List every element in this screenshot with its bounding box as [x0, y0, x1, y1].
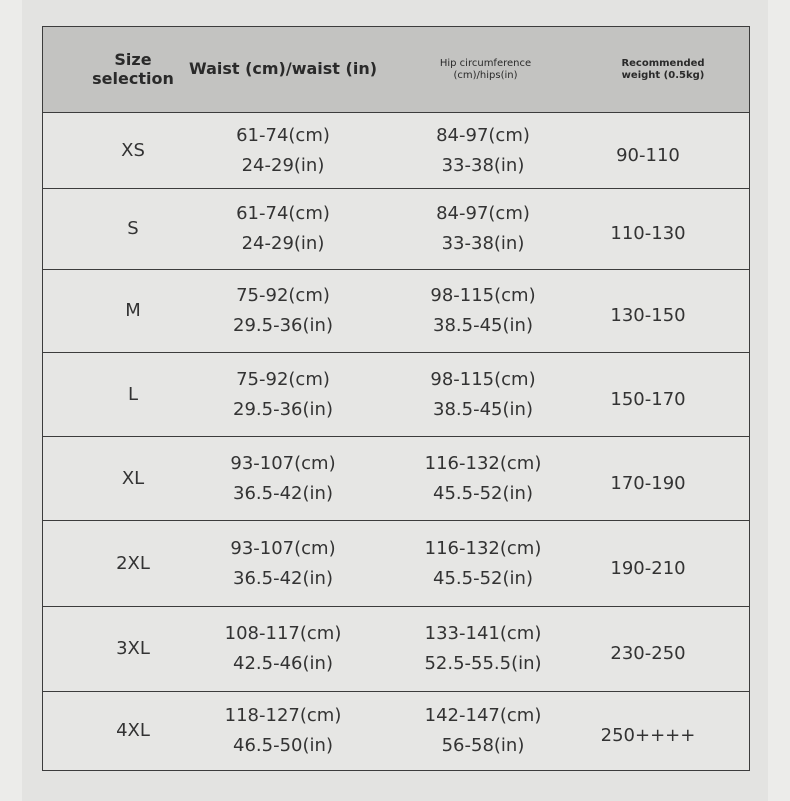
row-waist	[183, 437, 383, 520]
size-value: M	[125, 300, 141, 321]
hip-cm: 133-141(cm)	[424, 623, 542, 644]
row-hip	[383, 437, 583, 520]
weight-value: 230-250	[610, 643, 686, 664]
row-weight	[588, 189, 708, 269]
size-value: 2XL	[116, 552, 150, 574]
weight-value: 150-170	[610, 388, 686, 410]
table-row	[43, 270, 749, 353]
hip-in: 33-38(in)	[441, 233, 525, 254]
table-header	[43, 27, 749, 113]
hip-cm: 84-97(cm)	[436, 203, 530, 224]
row-hip	[383, 270, 583, 352]
waist-in: 36.5-42(in)	[233, 567, 333, 589]
row-size	[83, 692, 183, 770]
table-row	[43, 113, 749, 189]
row-weight	[588, 692, 708, 770]
size-value: L	[127, 383, 139, 405]
hip-in: 45.5-52(in)	[433, 567, 533, 589]
size-chart-table	[42, 26, 750, 771]
waist-cm: 61-74(cm)	[236, 124, 330, 146]
table-row	[43, 607, 749, 692]
header-hip	[408, 27, 563, 112]
table-row	[43, 692, 749, 770]
table-row	[43, 521, 749, 607]
row-waist	[183, 270, 383, 352]
size-value: S	[127, 218, 139, 239]
row-hip	[383, 521, 583, 606]
header-size-line1: Size	[114, 50, 152, 70]
hip-cm: 84-97(cm)	[436, 124, 530, 146]
row-weight	[588, 521, 708, 606]
header-weight-line1: Recommended	[621, 58, 705, 69]
header-weight-line2: weight (0.5kg)	[621, 69, 705, 81]
header-size-line2: selection	[92, 68, 174, 88]
hip-cm: 116-132(cm)	[424, 537, 542, 559]
waist-in: 46.5-50(in)	[233, 735, 333, 756]
row-waist	[183, 521, 383, 606]
row-size	[83, 189, 183, 269]
row-waist	[183, 353, 383, 436]
row-weight	[588, 113, 708, 188]
row-hip	[383, 113, 583, 188]
header-waist: Waist (cm)/waist (in)	[188, 59, 378, 79]
row-weight	[588, 437, 708, 520]
size-value: XS	[121, 139, 145, 161]
header-size	[83, 27, 183, 112]
waist-in: 29.5-36(in)	[233, 315, 333, 336]
header-weight	[608, 27, 718, 112]
waist-in: 36.5-42(in)	[233, 482, 333, 504]
row-weight	[588, 353, 708, 436]
hip-in: 45.5-52(in)	[433, 482, 533, 504]
hip-in: 56-58(in)	[441, 735, 525, 756]
left-margin-strip	[0, 0, 22, 801]
waist-in: 24-29(in)	[241, 154, 325, 176]
waist-in: 42.5-46(in)	[233, 653, 333, 674]
weight-value: 110-130	[610, 223, 686, 244]
size-value: XL	[121, 467, 145, 489]
waist-cm: 93-107(cm)	[230, 537, 336, 559]
row-hip	[383, 353, 583, 436]
waist-in: 29.5-36(in)	[233, 398, 333, 420]
hip-cm: 98-115(cm)	[430, 368, 536, 390]
row-size	[83, 607, 183, 691]
right-margin-strip	[768, 0, 790, 801]
size-value: 3XL	[116, 638, 150, 659]
header-hip-line1: Hip circumference	[439, 58, 532, 69]
row-waist	[183, 189, 383, 269]
row-hip	[383, 189, 583, 269]
row-size	[83, 521, 183, 606]
row-hip	[383, 692, 583, 770]
waist-cm: 108-117(cm)	[224, 623, 342, 644]
weight-value: 130-150	[610, 305, 686, 326]
waist-cm: 93-107(cm)	[230, 452, 336, 474]
waist-in: 24-29(in)	[241, 233, 325, 254]
waist-cm: 75-92(cm)	[236, 285, 330, 306]
hip-in: 38.5-45(in)	[433, 398, 533, 420]
header-hip-line2: (cm)/hips(in)	[453, 69, 518, 81]
table-row	[43, 353, 749, 437]
row-size	[83, 353, 183, 436]
row-size	[83, 270, 183, 352]
row-size	[83, 113, 183, 188]
table-row	[43, 437, 749, 521]
hip-in: 33-38(in)	[441, 154, 525, 176]
weight-value: 190-210	[610, 557, 686, 579]
waist-cm: 61-74(cm)	[236, 203, 330, 224]
weight-value: 90-110	[616, 144, 680, 166]
weight-value: 250++++	[600, 725, 696, 746]
size-value: 4XL	[116, 720, 150, 741]
hip-cm: 116-132(cm)	[424, 452, 542, 474]
row-hip	[383, 607, 583, 691]
waist-cm: 118-127(cm)	[224, 705, 342, 726]
weight-value: 170-190	[610, 472, 686, 494]
hip-cm: 98-115(cm)	[430, 285, 536, 306]
row-waist	[183, 692, 383, 770]
row-waist	[183, 113, 383, 188]
row-weight	[588, 270, 708, 352]
waist-cm: 75-92(cm)	[236, 368, 330, 390]
row-waist	[183, 607, 383, 691]
row-weight	[588, 607, 708, 691]
hip-in: 52.5-55.5(in)	[424, 653, 542, 674]
hip-in: 38.5-45(in)	[433, 315, 533, 336]
row-size	[83, 437, 183, 520]
hip-cm: 142-147(cm)	[424, 705, 542, 726]
table-row	[43, 189, 749, 270]
